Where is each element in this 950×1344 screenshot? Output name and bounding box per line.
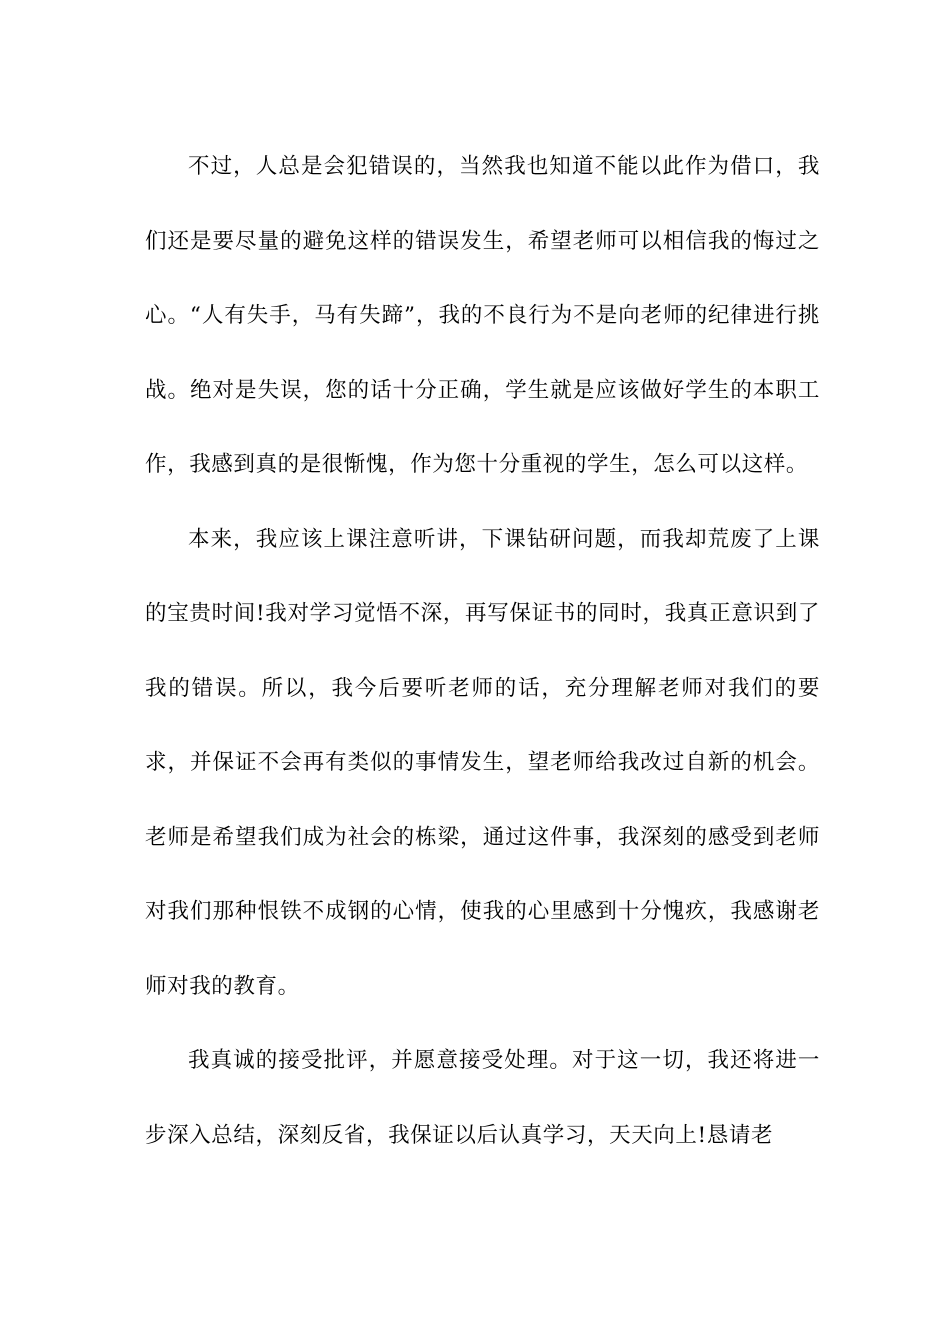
- paragraph-3: 我真诚的接受批评，并愿意接受处理。对于这一切，我还将进一步深入总结，深刻反省，我保证以后认真学习，天天向上!恳请老: [145, 1048, 820, 1148]
- paragraph-2: 本来，我应该上课注意听讲，下课钻研问题，而我却荒废了上课的宝贵时间!我对学习觉悟不深，再写保证书的同时，我真正意识到了我的错误。所以，我今后要听老师的话，充分理解老师对我们的要求，并保证不会再有类似的事情发生，望老师给我改过自新的机会。老师是希望我们成为社会的栋梁，通过这件事，我深刻的感受到老师对我们那种恨铁不成钢的心情，使我的心里感到十分愧疚，我感谢老师对我的教育。: [145, 526, 820, 999]
- document-body: [145, 130, 820, 1173]
- paragraph-1: 不过，人总是会犯错误的，当然我也知道不能以此作为借口，我们还是要尽量的避免这样的错误发生，希望老师可以相信我的悔过之心。“人有失手，马有失蹄”，我的不良行为不是向老师的纪律进行挑战。绝对是失误，您的话十分正确，学生就是应该做好学生的本职工作，我感到真的是很惭愧，作为您十分重视的学生，怎么可以这样。: [145, 154, 820, 477]
